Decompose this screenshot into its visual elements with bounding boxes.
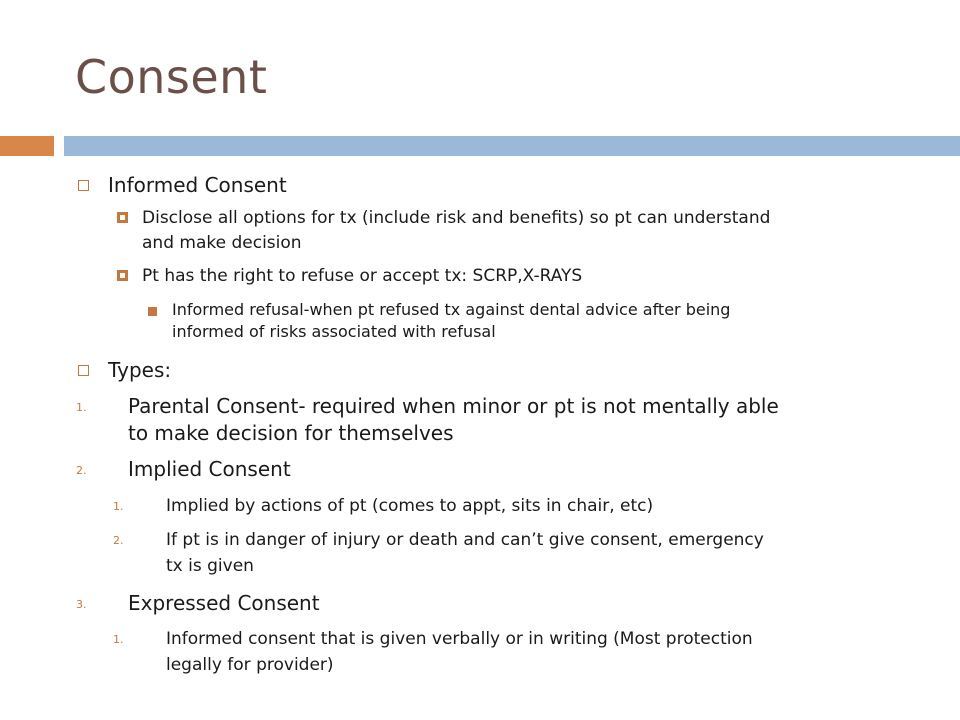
parental-consent-line1: Parental Consent- required when minor or pt is not mentally able (128, 394, 779, 418)
square-bullet-icon (117, 212, 128, 223)
implied-consent-heading: Implied Consent (128, 457, 291, 481)
list-number: 3. (76, 598, 87, 611)
hollow-square-bullet-icon (78, 180, 89, 191)
accent-bar-orange (0, 136, 54, 156)
accent-bar-blue (64, 136, 960, 156)
solid-square-bullet-icon (148, 307, 157, 316)
expressed-consent-line1: Informed consent that is given verbally or in writing (Most protection (166, 629, 753, 649)
expressed-consent-heading: Expressed Consent (128, 591, 320, 615)
slide-title: Consent (75, 50, 268, 104)
heading-informed-consent: Informed Consent (108, 173, 287, 197)
heading-types: Types: (108, 358, 172, 382)
danger-emergency-line1: If pt is in danger of injury or death and can’t give consent, emergency (166, 530, 764, 550)
informed-refusal-line1: Informed refusal-when pt refused tx against dental advice after being (172, 300, 731, 319)
bullet-right-to-refuse: Pt has the right to refuse or accept tx: SCRP,X-RAYS (142, 266, 583, 286)
parental-consent-line2: to make decision for themselves (128, 421, 454, 445)
expressed-consent-line2: legally for provider) (166, 655, 334, 675)
implied-by-actions: Implied by actions of pt (comes to appt, sits in chair, etc) (166, 496, 654, 516)
sub-list-number: 2. (113, 534, 124, 547)
hollow-square-bullet-icon (78, 365, 89, 376)
informed-refusal-line2: informed of risks associated with refusal (172, 322, 496, 341)
sub-list-number: 1. (113, 633, 124, 646)
bullet-disclose-line1: Disclose all options for tx (include risk and benefits) so pt can understand (142, 208, 771, 228)
danger-emergency-line2: tx is given (166, 556, 254, 576)
bullet-disclose-line2: and make decision (142, 233, 302, 253)
list-number: 1. (76, 401, 87, 414)
sub-list-number: 1. (113, 500, 124, 513)
list-number: 2. (76, 464, 87, 477)
square-bullet-icon (117, 270, 128, 281)
